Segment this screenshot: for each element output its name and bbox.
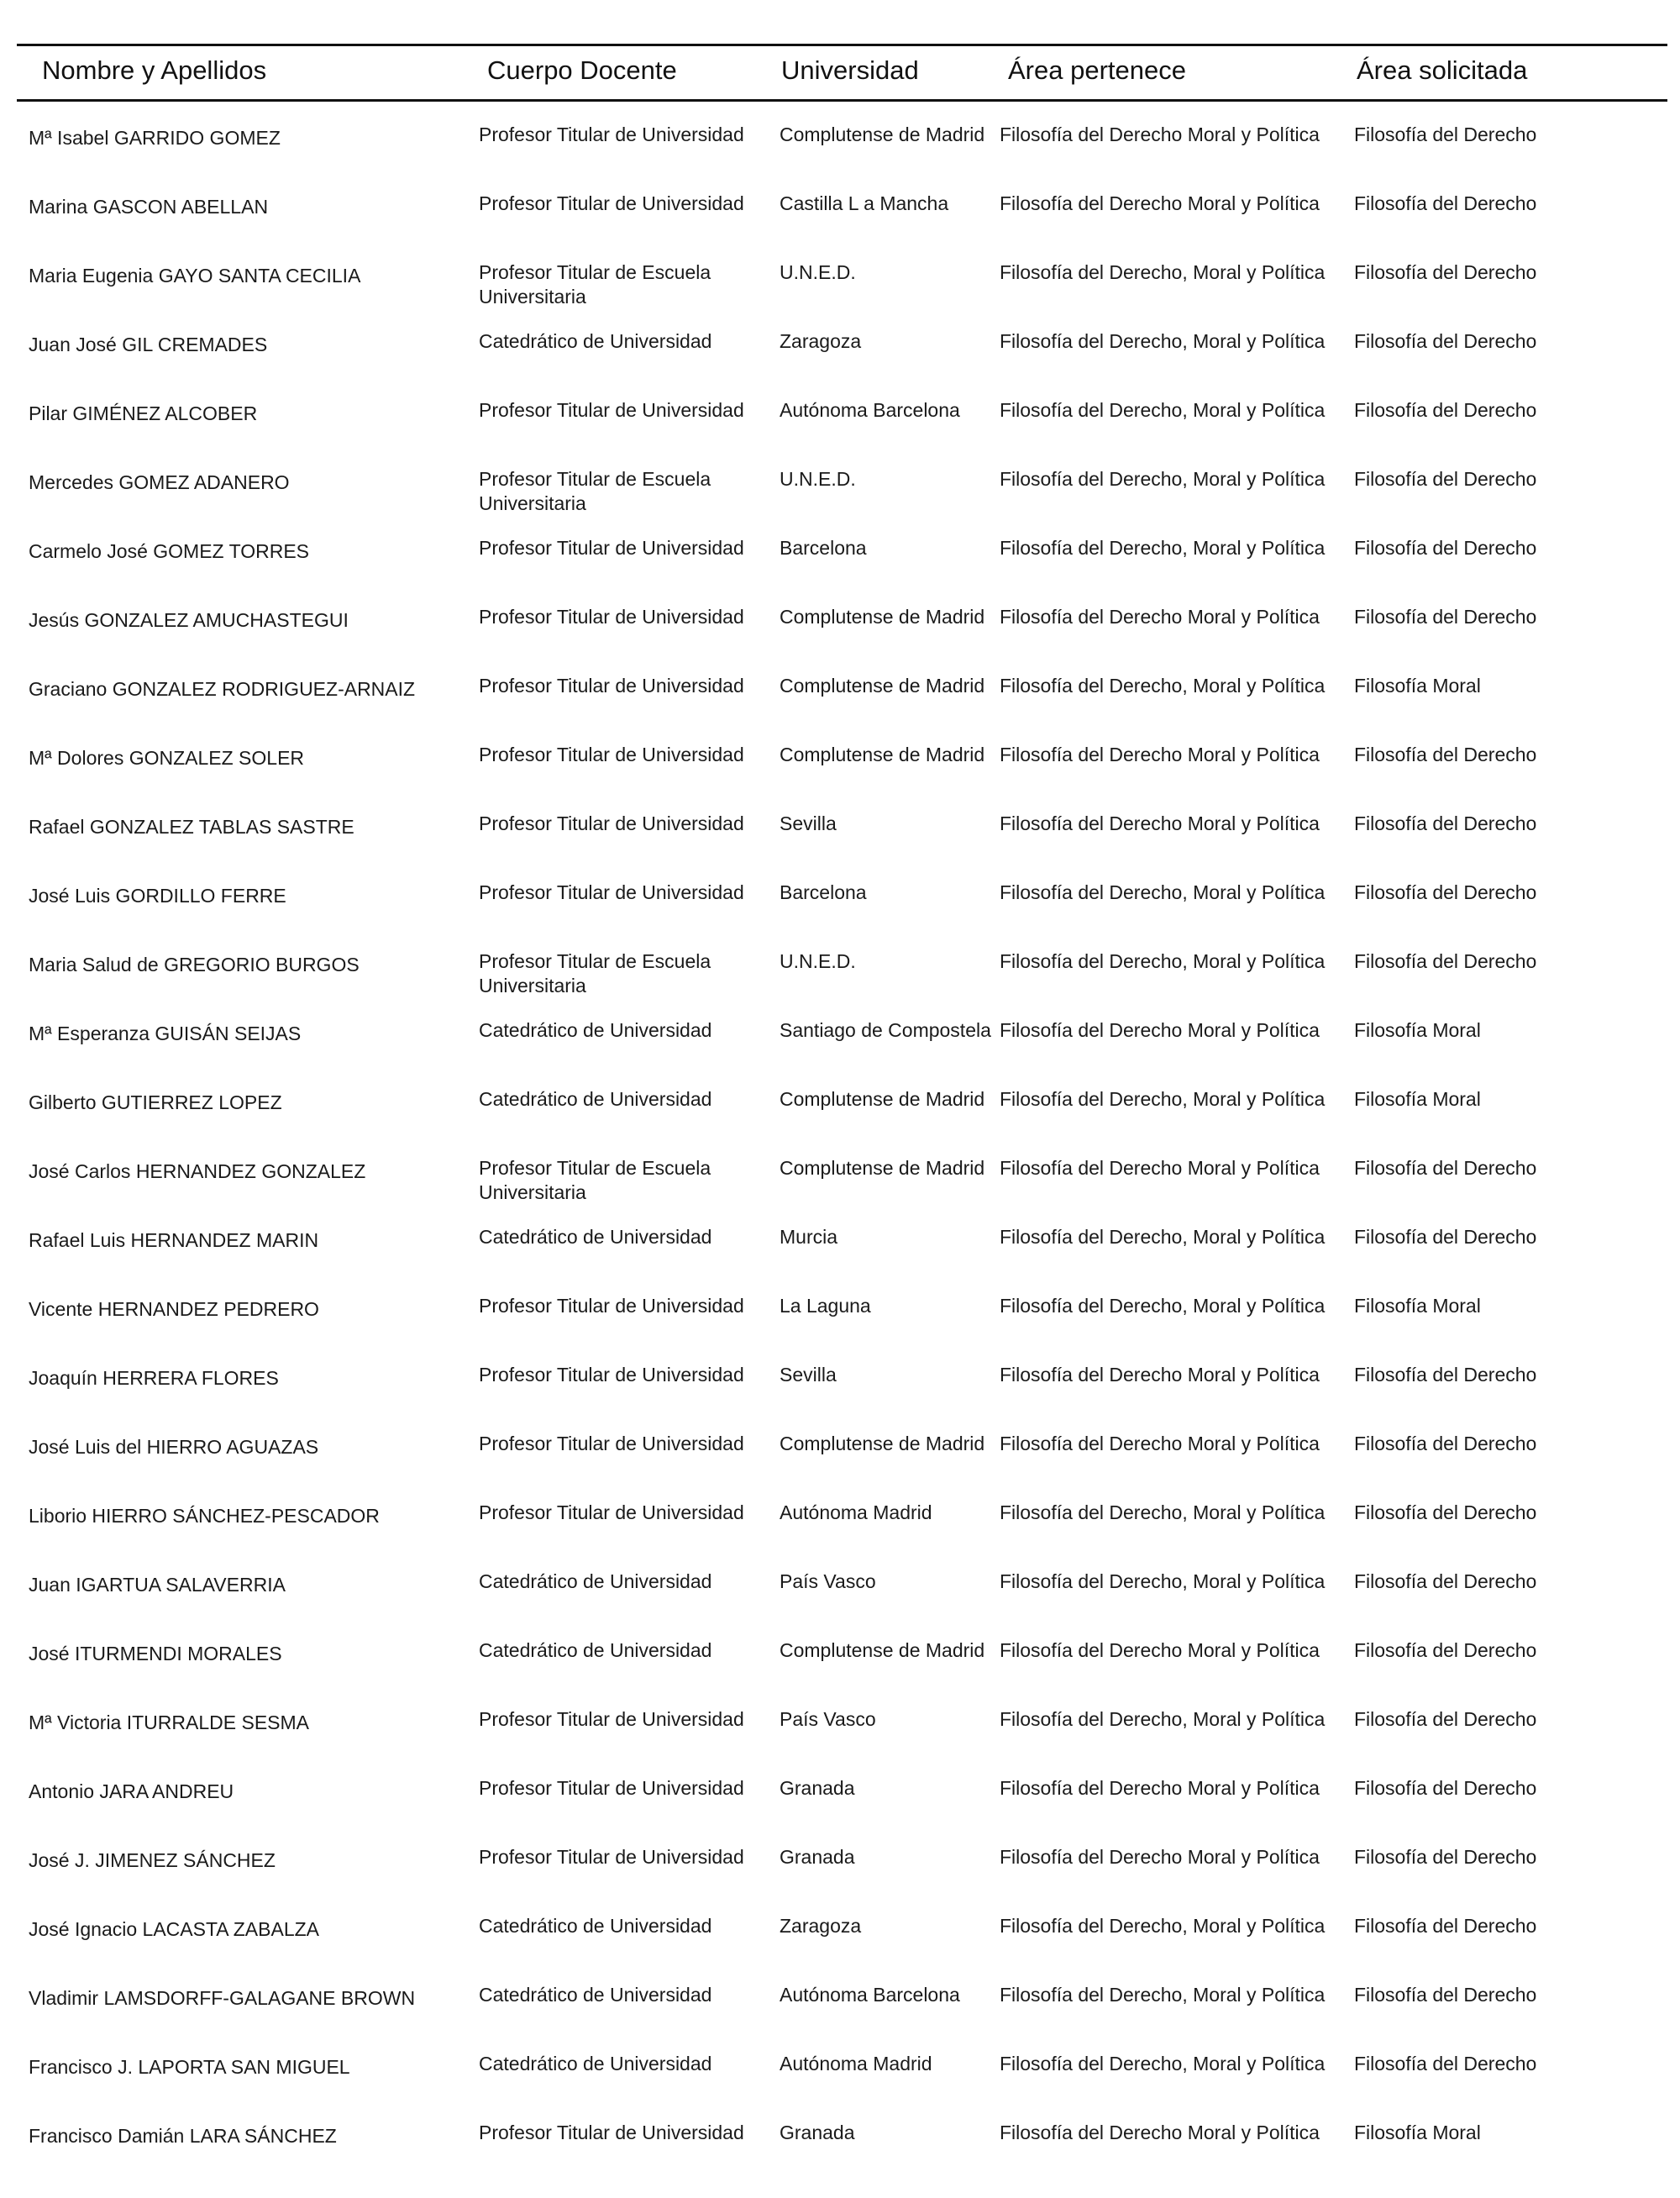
- cell-area-pertenece: Filosofía del Derecho, Moral y Política: [1000, 537, 1326, 559]
- table-row: [0, 1501, 1680, 1570]
- table-row: [0, 1638, 1680, 1707]
- cell-nombre: José Luis del HIERRO AGUAZAS: [29, 1436, 319, 1458]
- table-row: [0, 674, 1680, 743]
- cell-area-solicitada: Filosofía del Derecho: [1354, 1226, 1537, 1248]
- table-row: [0, 949, 1680, 1018]
- cell-cuerpo: Profesor Titular de Escuela Universitaria: [479, 468, 711, 514]
- table-row: [0, 1914, 1680, 1983]
- cell-nombre: Gilberto GUTIERREZ LOPEZ: [29, 1091, 282, 1113]
- cell-area-solicitada: Filosofía del Derecho: [1354, 1984, 1537, 2006]
- cell-nombre: José J. JIMENEZ SÁNCHEZ: [29, 1849, 276, 1871]
- cell-area-pertenece: Filosofía del Derecho Moral y Política: [1000, 1019, 1320, 1041]
- cell-nombre: Liborio HIERRO SÁNCHEZ-PESCADOR: [29, 1505, 380, 1527]
- cell-area-pertenece: Filosofía del Derecho Moral y Política: [1000, 1639, 1320, 1661]
- cell-universidad: U.N.E.D.: [780, 261, 856, 283]
- cell-nombre: Juan IGARTUA SALAVERRIA: [29, 1574, 286, 1596]
- cell-universidad: Autónoma Barcelona: [780, 1984, 960, 2006]
- cell-area-pertenece: Filosofía del Derecho Moral y Política: [1000, 1846, 1320, 1868]
- cell-universidad: Complutense de Madrid: [780, 1088, 985, 1110]
- cell-area-solicitada: Filosofía del Derecho: [1354, 1364, 1537, 1386]
- cell-area-solicitada: Filosofía del Derecho: [1354, 1915, 1537, 1937]
- cell-area-pertenece: Filosofía del Derecho Moral y Política: [1000, 1433, 1320, 1454]
- cell-universidad: País Vasco: [780, 1570, 876, 1592]
- cell-area-solicitada: Filosofía del Derecho: [1354, 2053, 1537, 2074]
- cell-universidad: Sevilla: [780, 1364, 837, 1386]
- table-row: [0, 329, 1680, 398]
- table-row: [0, 1018, 1680, 1087]
- cell-area-solicitada: Filosofía del Derecho: [1354, 537, 1537, 559]
- table-row: [0, 812, 1680, 881]
- cell-area-pertenece: Filosofía del Derecho, Moral y Política: [1000, 1226, 1326, 1248]
- cell-cuerpo: Profesor Titular de Universidad: [479, 1708, 744, 1730]
- cell-area-solicitada: Filosofía Moral: [1354, 1088, 1481, 1110]
- cell-cuerpo: Profesor Titular de Universidad: [479, 1846, 744, 1868]
- table-row: [0, 2121, 1680, 2190]
- cell-cuerpo: Profesor Titular de Escuela Universitaria: [479, 950, 711, 996]
- cell-nombre: Juan José GIL CREMADES: [29, 334, 268, 355]
- cell-area-pertenece: Filosofía del Derecho Moral y Política: [1000, 192, 1320, 214]
- cell-area-pertenece: Filosofía del Derecho, Moral y Política: [1000, 2053, 1326, 2074]
- header-nombre: Nombre y Apellidos: [42, 55, 267, 85]
- cell-nombre: Vicente HERNANDEZ PEDRERO: [29, 1298, 319, 1320]
- cell-area-pertenece: Filosofía del Derecho, Moral y Política: [1000, 1984, 1326, 2006]
- cell-area-pertenece: Filosofía del Derecho, Moral y Política: [1000, 881, 1326, 903]
- cell-nombre: José Carlos HERNANDEZ GONZALEZ: [29, 1160, 366, 1182]
- cell-nombre: Pilar GIMÉNEZ ALCOBER: [29, 402, 258, 424]
- table-row: [0, 1707, 1680, 1776]
- cell-area-pertenece: Filosofía del Derecho Moral y Política: [1000, 124, 1320, 145]
- cell-cuerpo: Catedrático de Universidad: [479, 1915, 712, 1937]
- cell-area-solicitada: Filosofía del Derecho: [1354, 399, 1537, 421]
- cell-area-pertenece: Filosofía del Derecho, Moral y Política: [1000, 330, 1326, 352]
- cell-cuerpo: Catedrático de Universidad: [479, 2053, 712, 2074]
- cell-universidad: Complutense de Madrid: [780, 744, 985, 765]
- cell-cuerpo: Profesor Titular de Universidad: [479, 399, 744, 421]
- cell-universidad: U.N.E.D.: [780, 468, 856, 490]
- cell-universidad: Murcia: [780, 1226, 838, 1248]
- cell-universidad: Complutense de Madrid: [780, 675, 985, 697]
- header-rule: [17, 99, 1667, 102]
- cell-cuerpo: Profesor Titular de Universidad: [479, 1364, 744, 1386]
- cell-universidad: Complutense de Madrid: [780, 606, 985, 628]
- cell-universidad: Complutense de Madrid: [780, 1157, 985, 1179]
- table-row: [0, 536, 1680, 605]
- cell-nombre: Joaquín HERRERA FLORES: [29, 1367, 279, 1389]
- cell-cuerpo: Profesor Titular de Escuela Universitaria: [479, 261, 711, 308]
- table-row: [0, 2052, 1680, 2121]
- cell-area-solicitada: Filosofía del Derecho: [1354, 1570, 1537, 1592]
- cell-cuerpo: Profesor Titular de Universidad: [479, 1433, 744, 1454]
- cell-area-pertenece: Filosofía del Derecho, Moral y Política: [1000, 1570, 1326, 1592]
- table-row: [0, 1845, 1680, 1914]
- table-row: [0, 1432, 1680, 1501]
- cell-nombre: Antonio JARA ANDREU: [29, 1780, 234, 1802]
- cell-nombre: José Ignacio LACASTA ZABALZA: [29, 1918, 320, 1940]
- cell-nombre: Mercedes GOMEZ ADANERO: [29, 471, 290, 493]
- cell-nombre: Maria Salud de GREGORIO BURGOS: [29, 954, 360, 975]
- header-area-solicitada: Área solicitada: [1357, 55, 1528, 85]
- table-row: [0, 1156, 1680, 1225]
- cell-universidad: Santiago de Compostela: [780, 1019, 991, 1041]
- cell-cuerpo: Profesor Titular de Universidad: [479, 744, 744, 765]
- cell-area-pertenece: Filosofía del Derecho, Moral y Política: [1000, 1501, 1326, 1523]
- cell-area-pertenece: Filosofía del Derecho, Moral y Política: [1000, 261, 1326, 283]
- cell-area-solicitada: Filosofía del Derecho: [1354, 744, 1537, 765]
- cell-area-solicitada: Filosofía del Derecho: [1354, 950, 1537, 972]
- table-row: [0, 1363, 1680, 1432]
- cell-area-pertenece: Filosofía del Derecho Moral y Política: [1000, 2122, 1320, 2143]
- cell-area-pertenece: Filosofía del Derecho Moral y Política: [1000, 1777, 1320, 1799]
- cell-area-solicitada: Filosofía del Derecho: [1354, 468, 1537, 490]
- cell-nombre: José Luis GORDILLO FERRE: [29, 885, 286, 907]
- cell-area-solicitada: Filosofía del Derecho: [1354, 1157, 1537, 1179]
- cell-area-pertenece: Filosofía del Derecho, Moral y Política: [1000, 1295, 1326, 1317]
- header-cuerpo: Cuerpo Docente: [487, 55, 677, 85]
- cell-cuerpo: Catedrático de Universidad: [479, 1019, 712, 1041]
- cell-area-solicitada: Filosofía Moral: [1354, 1295, 1481, 1317]
- cell-area-pertenece: Filosofía del Derecho Moral y Política: [1000, 744, 1320, 765]
- cell-cuerpo: Profesor Titular de Universidad: [479, 1501, 744, 1523]
- cell-area-pertenece: Filosofía del Derecho, Moral y Política: [1000, 468, 1326, 490]
- table-row: [0, 1776, 1680, 1845]
- cell-nombre: José ITURMENDI MORALES: [29, 1643, 282, 1664]
- table-row: [0, 260, 1680, 329]
- table-row: [0, 1087, 1680, 1156]
- cell-area-solicitada: Filosofía Moral: [1354, 1019, 1481, 1041]
- cell-area-solicitada: Filosofía Moral: [1354, 675, 1481, 697]
- table-row: [0, 743, 1680, 812]
- cell-area-solicitada: Filosofía del Derecho: [1354, 1639, 1537, 1661]
- cell-nombre: Jesús GONZALEZ AMUCHASTEGUI: [29, 609, 349, 631]
- cell-universidad: Granada: [780, 2122, 855, 2143]
- cell-cuerpo: Catedrático de Universidad: [479, 330, 712, 352]
- header-area-pertenece: Área pertenece: [1008, 55, 1186, 85]
- cell-area-solicitada: Filosofía del Derecho: [1354, 606, 1537, 628]
- table-row: [0, 1294, 1680, 1363]
- table-row: [0, 467, 1680, 536]
- cell-universidad: Autónoma Barcelona: [780, 399, 960, 421]
- cell-area-solicitada: Filosofía del Derecho: [1354, 1777, 1537, 1799]
- table-row: [0, 605, 1680, 674]
- cell-universidad: Complutense de Madrid: [780, 124, 985, 145]
- cell-universidad: La Laguna: [780, 1295, 871, 1317]
- cell-universidad: Autónoma Madrid: [780, 2053, 932, 2074]
- cell-area-pertenece: Filosofía del Derecho, Moral y Política: [1000, 675, 1326, 697]
- cell-cuerpo: Profesor Titular de Universidad: [479, 881, 744, 903]
- cell-cuerpo: Profesor Titular de Universidad: [479, 192, 744, 214]
- cell-area-solicitada: Filosofía del Derecho: [1354, 812, 1537, 834]
- cell-area-pertenece: Filosofía del Derecho Moral y Política: [1000, 1157, 1320, 1179]
- cell-nombre: Marina GASCON ABELLAN: [29, 196, 269, 218]
- cell-nombre: Francisco J. LAPORTA SAN MIGUEL: [29, 2056, 350, 2078]
- cell-area-pertenece: Filosofía del Derecho, Moral y Política: [1000, 950, 1326, 972]
- cell-area-solicitada: Filosofía del Derecho: [1354, 1433, 1537, 1454]
- cell-cuerpo: Profesor Titular de Universidad: [479, 1777, 744, 1799]
- cell-cuerpo: Catedrático de Universidad: [479, 1226, 712, 1248]
- cell-cuerpo: Profesor Titular de Universidad: [479, 537, 744, 559]
- cell-area-solicitada: Filosofía del Derecho: [1354, 124, 1537, 145]
- cell-nombre: Mª Isabel GARRIDO GOMEZ: [29, 127, 281, 149]
- cell-area-solicitada: Filosofía del Derecho: [1354, 261, 1537, 283]
- cell-nombre: Graciano GONZALEZ RODRIGUEZ-ARNAIZ: [29, 678, 416, 700]
- cell-nombre: Vladimir LAMSDORFF-GALAGANE BROWN: [29, 1987, 416, 2009]
- cell-universidad: Zaragoza: [780, 1915, 862, 1937]
- cell-area-pertenece: Filosofía del Derecho, Moral y Política: [1000, 1088, 1326, 1110]
- cell-nombre: Mª Victoria ITURRALDE SESMA: [29, 1712, 309, 1733]
- cell-cuerpo: Catedrático de Universidad: [479, 1639, 712, 1661]
- cell-universidad: Autónoma Madrid: [780, 1501, 932, 1523]
- cell-nombre: Maria Eugenia GAYO SANTA CECILIA: [29, 265, 361, 287]
- cell-cuerpo: Profesor Titular de Universidad: [479, 606, 744, 628]
- table-row: [0, 881, 1680, 949]
- cell-cuerpo: Profesor Titular de Universidad: [479, 2122, 744, 2143]
- cell-area-solicitada: Filosofía del Derecho: [1354, 1708, 1537, 1730]
- cell-universidad: Complutense de Madrid: [780, 1639, 985, 1661]
- table-row: [0, 1225, 1680, 1294]
- cell-cuerpo: Catedrático de Universidad: [479, 1088, 712, 1110]
- cell-cuerpo: Profesor Titular de Universidad: [479, 812, 744, 834]
- cell-area-solicitada: Filosofía del Derecho: [1354, 330, 1537, 352]
- table-row: [0, 1983, 1680, 2052]
- cell-area-pertenece: Filosofía del Derecho, Moral y Política: [1000, 1915, 1326, 1937]
- cell-cuerpo: Catedrático de Universidad: [479, 1570, 712, 1592]
- table-row: [0, 192, 1680, 260]
- cell-universidad: Zaragoza: [780, 330, 862, 352]
- cell-universidad: Granada: [780, 1846, 855, 1868]
- cell-universidad: Barcelona: [780, 537, 867, 559]
- cell-area-solicitada: Filosofía del Derecho: [1354, 1846, 1537, 1868]
- top-rule: [17, 44, 1667, 46]
- cell-area-solicitada: Filosofía del Derecho: [1354, 881, 1537, 903]
- cell-area-pertenece: Filosofía del Derecho, Moral y Política: [1000, 399, 1326, 421]
- cell-universidad: Sevilla: [780, 812, 837, 834]
- cell-nombre: Carmelo José GOMEZ TORRES: [29, 540, 310, 562]
- cell-area-solicitada: Filosofía Moral: [1354, 2122, 1481, 2143]
- cell-cuerpo: Profesor Titular de Universidad: [479, 124, 744, 145]
- cell-area-pertenece: Filosofía del Derecho, Moral y Política: [1000, 1708, 1326, 1730]
- cell-cuerpo: Catedrático de Universidad: [479, 1984, 712, 2006]
- cell-universidad: Complutense de Madrid: [780, 1433, 985, 1454]
- cell-universidad: País Vasco: [780, 1708, 876, 1730]
- table-row: [0, 123, 1680, 192]
- cell-universidad: Granada: [780, 1777, 855, 1799]
- cell-universidad: Barcelona: [780, 881, 867, 903]
- cell-universidad: Castilla L a Mancha: [780, 192, 949, 214]
- cell-nombre: Mª Dolores GONZALEZ SOLER: [29, 747, 305, 769]
- header-universidad: Universidad: [781, 55, 919, 85]
- cell-cuerpo: Profesor Titular de Universidad: [479, 1295, 744, 1317]
- cell-area-solicitada: Filosofía del Derecho: [1354, 192, 1537, 214]
- cell-nombre: Rafael Luis HERNANDEZ MARIN: [29, 1229, 319, 1251]
- table-row: [0, 398, 1680, 467]
- cell-nombre: Mª Esperanza GUISÁN SEIJAS: [29, 1023, 302, 1044]
- cell-nombre: Francisco Damián LARA SÁNCHEZ: [29, 2125, 337, 2147]
- cell-nombre: Rafael GONZALEZ TABLAS SASTRE: [29, 816, 354, 838]
- table-row: [0, 1570, 1680, 1638]
- cell-universidad: U.N.E.D.: [780, 950, 856, 972]
- cell-area-solicitada: Filosofía del Derecho: [1354, 1501, 1537, 1523]
- cell-area-pertenece: Filosofía del Derecho Moral y Política: [1000, 812, 1320, 834]
- cell-area-pertenece: Filosofía del Derecho Moral y Política: [1000, 1364, 1320, 1386]
- cell-cuerpo: Profesor Titular de Escuela Universitaria: [479, 1157, 711, 1203]
- cell-area-pertenece: Filosofía del Derecho Moral y Política: [1000, 606, 1320, 628]
- cell-cuerpo: Profesor Titular de Universidad: [479, 675, 744, 697]
